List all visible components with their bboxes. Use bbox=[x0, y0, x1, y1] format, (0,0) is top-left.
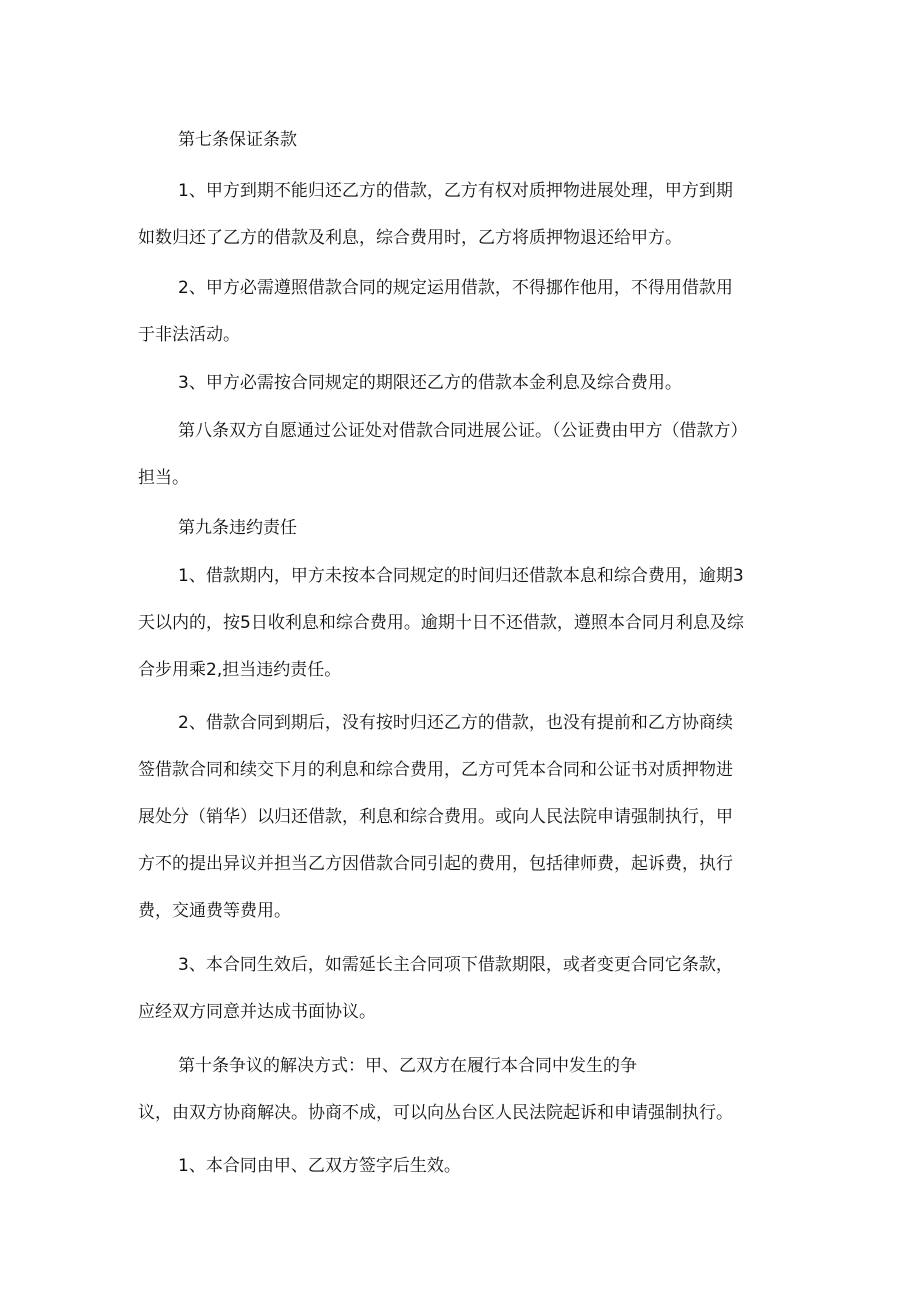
text-line: 第八条双方自愿通过公证处对借款合同进展公证。（公证费由甲方（借款方） bbox=[178, 421, 748, 441]
text-line: 1、借款期内，甲方未按本合同规定的时间归还借款本息和综合费用，逾期3 bbox=[178, 566, 744, 586]
text-line: 展处分（销华）以归还借款，利息和综合费用。或向人民法院申请强制执行，甲 bbox=[138, 807, 733, 827]
text-line: 第七条保证条款 bbox=[178, 130, 297, 150]
clause-9-item-3 bbox=[138, 942, 788, 1036]
text-line: 签借款合同和续交下月的利息和综合费用，乙方可凭本合同和公证书对质押物进 bbox=[138, 760, 733, 780]
text-line: 第九条违约责任 bbox=[178, 518, 297, 538]
text-line: 议，由双方协商解决。协商不成，可以向丛台区人民法院起诉和申请强制执行。 bbox=[138, 1103, 733, 1123]
clause-9-item-1 bbox=[138, 553, 788, 694]
clause-7-item-1 bbox=[138, 168, 788, 262]
clause-10 bbox=[138, 1043, 788, 1137]
text-line: 3、甲方必需按合同规定的期限还乙方的借款本金利息及综合费用。 bbox=[178, 373, 682, 393]
clause-9-heading bbox=[138, 505, 788, 552]
clause-7-heading bbox=[138, 117, 788, 164]
text-line: 费，交通费等费用。 bbox=[138, 901, 291, 921]
text-line: 担当。 bbox=[138, 468, 189, 488]
text-line: 3、本合同生效后，如需延长主合同项下借款期限，或者变更合同它条款， bbox=[178, 955, 733, 975]
clause-7-item-2 bbox=[138, 265, 788, 359]
clause-10-item-1 bbox=[138, 1143, 788, 1190]
text-line: 第十条争议的解决方式：甲、乙双方在履行本合同中发生的争 bbox=[178, 1056, 637, 1076]
text-line: 天以内的，按5日收利息和综合费用。逾期十日不还借款，遵照本合同月利息及综 bbox=[138, 613, 744, 633]
text-line: 于非法活动。 bbox=[138, 325, 240, 345]
clause-7-item-3 bbox=[138, 360, 788, 407]
text-line: 2、甲方必需遵照借款合同的规定运用借款，不得挪作他用，不得用借款用 bbox=[178, 278, 733, 298]
text-line: 应经双方同意并达成书面协议。 bbox=[138, 1002, 376, 1022]
text-line: 1、甲方到期不能归还乙方的借款，乙方有权对质押物进展处理，甲方到期 bbox=[178, 181, 733, 201]
text-line: 2、借款合同到期后，没有按时归还乙方的借款，也没有提前和乙方协商续 bbox=[178, 713, 733, 733]
clause-9-item-2 bbox=[138, 700, 788, 935]
text-line: 合步用乘2,担当违约责任。 bbox=[138, 660, 342, 680]
text-line: 方不的提出异议并担当乙方因借款合同引起的费用，包括律师费，起诉费，执行 bbox=[138, 854, 733, 874]
clause-8 bbox=[138, 408, 788, 502]
text-line: 1、本合同由甲、乙双方签字后生效。 bbox=[178, 1156, 461, 1176]
text-line: 如数归还了乙方的借款及利息，综合费用时，乙方将质押物退还给甲方。 bbox=[138, 228, 682, 248]
